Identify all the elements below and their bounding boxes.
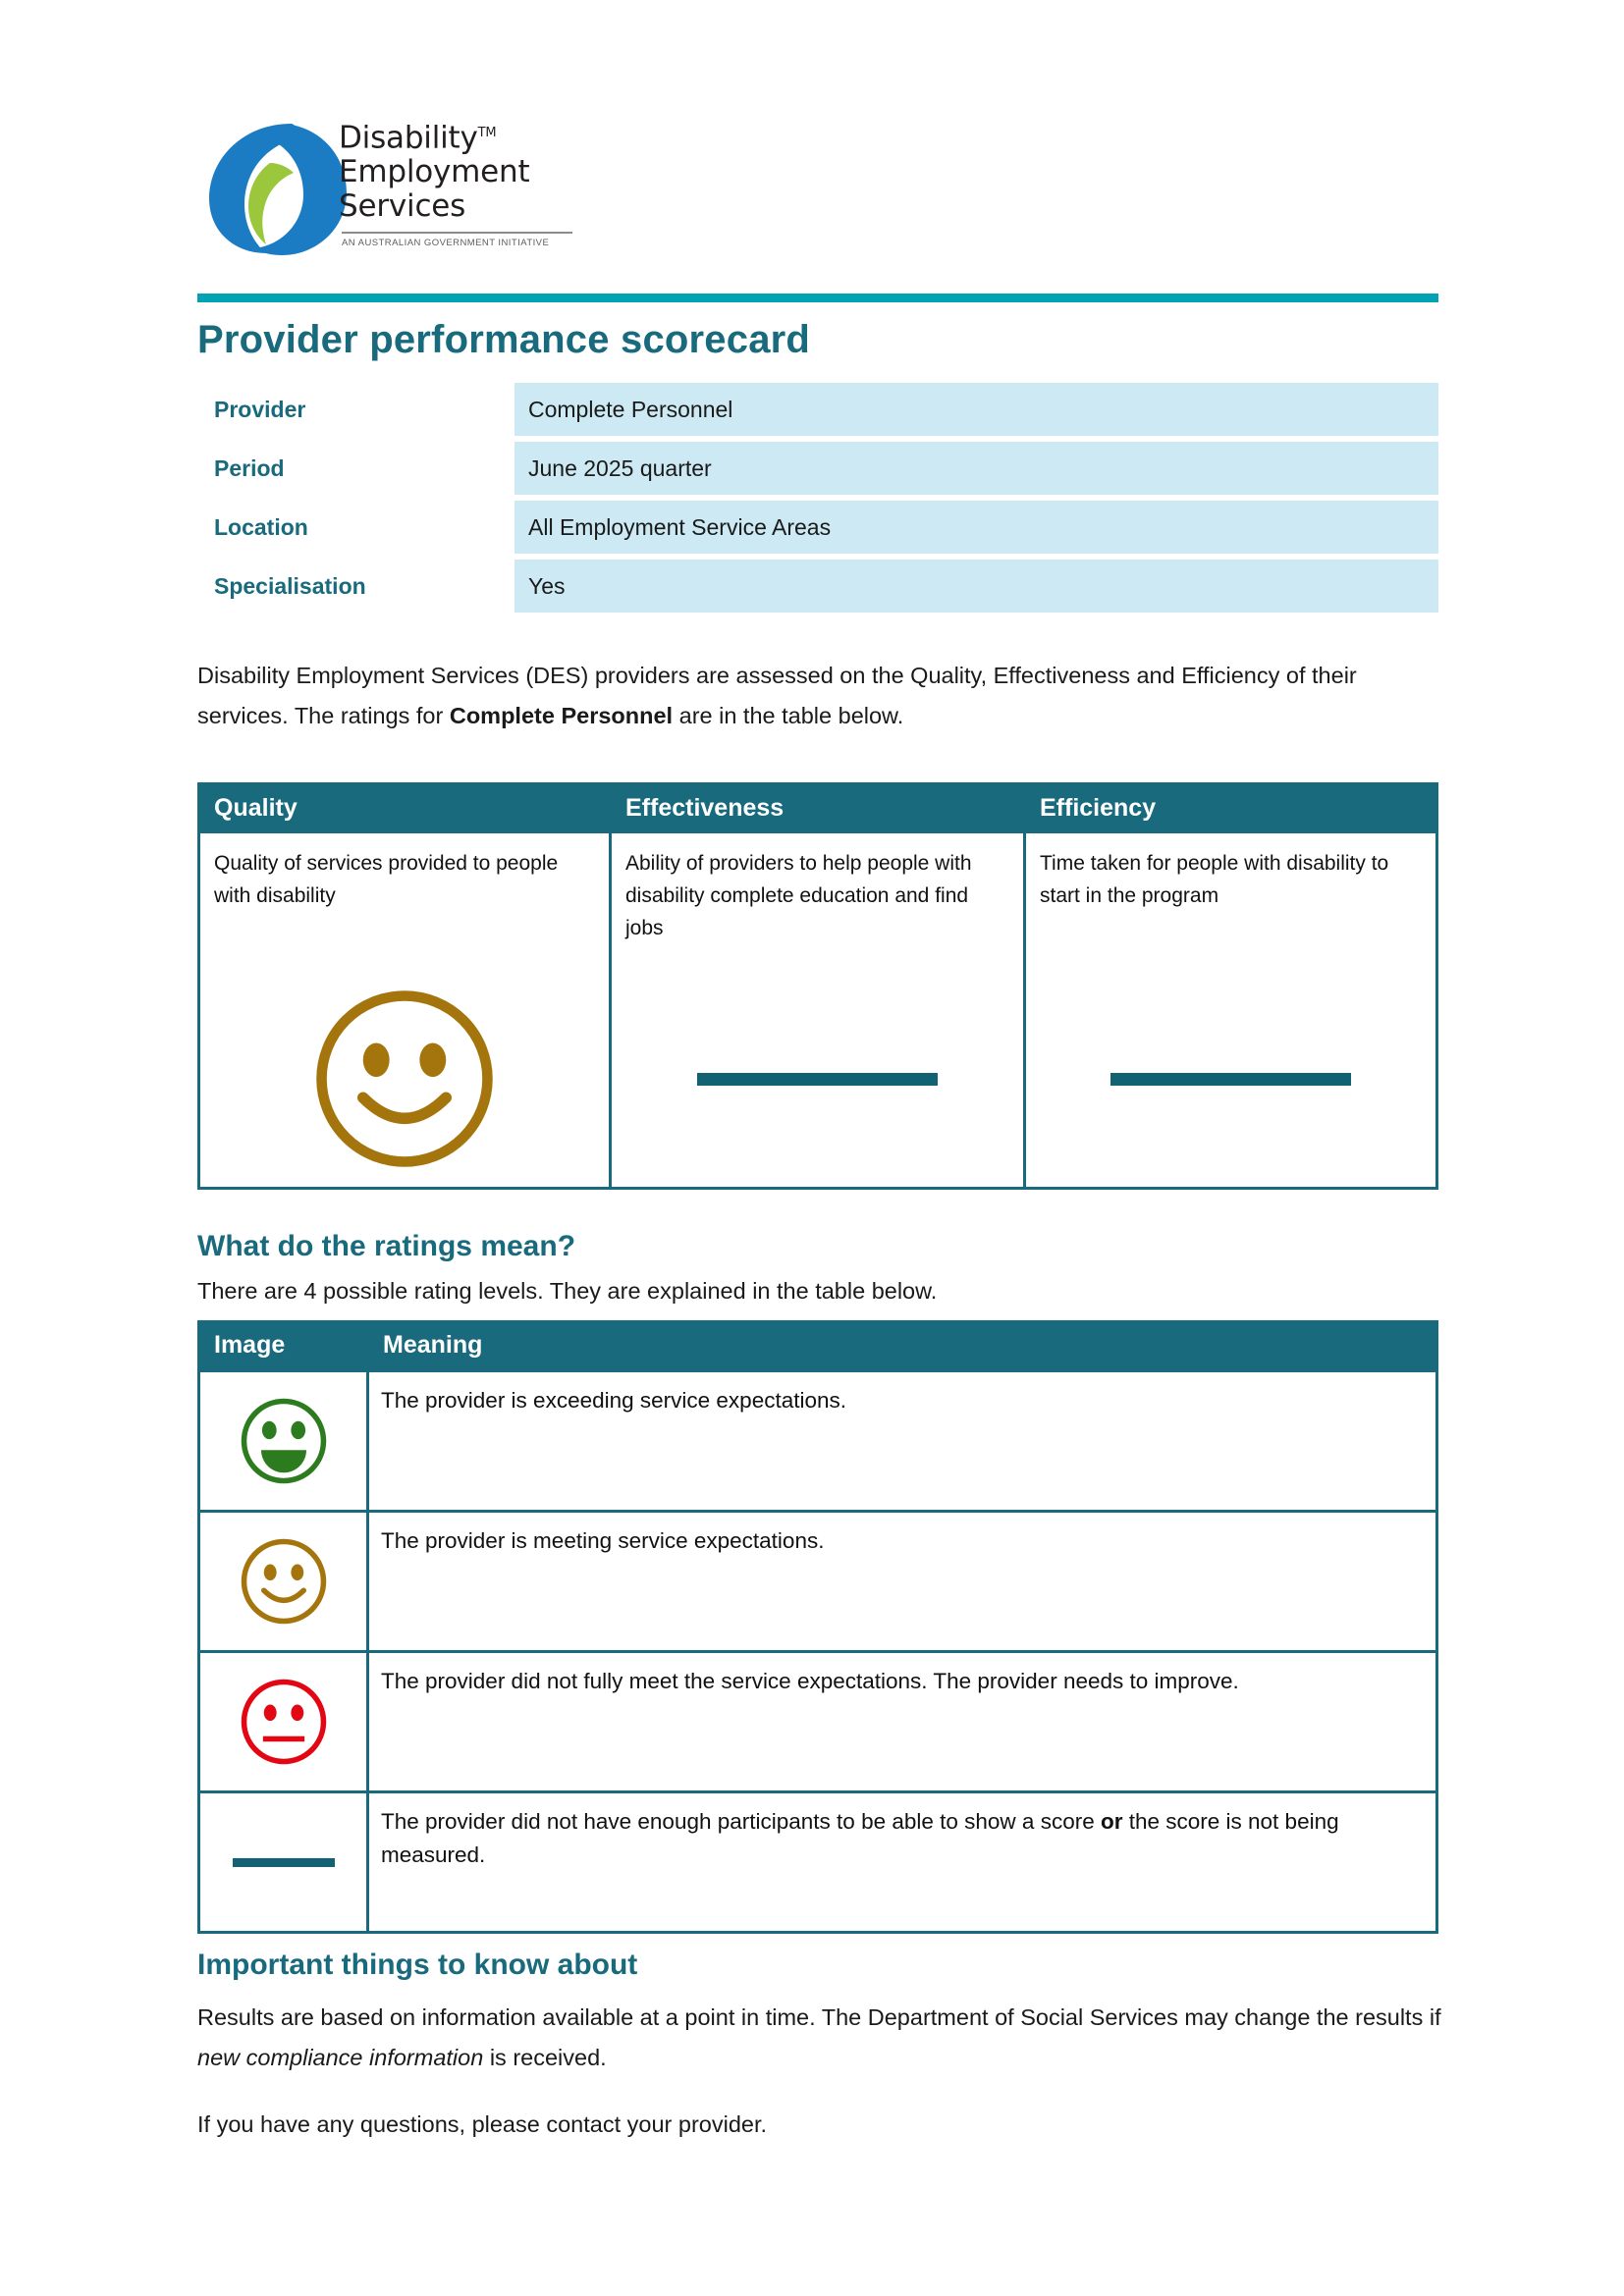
ratings-icon-quality-wrap [200, 981, 609, 1177]
smiley-face-meeting-icon [239, 1536, 329, 1627]
meaning-row-exceeding [200, 1369, 1435, 1510]
meaning-text-exceeding: The provider is exceeding service expectations. [381, 1388, 846, 1413]
logo-line-2: Employment [339, 154, 530, 190]
meaning-image-exceeding [200, 1372, 369, 1510]
smiley-face-exceeding-icon [239, 1396, 329, 1486]
ratings-description-effectiveness: Ability of providers to help people with disability complete education and find jobs [625, 852, 972, 939]
ratings-icon-effectiveness-wrap [612, 981, 1023, 1177]
logo-line-3: Services [339, 188, 466, 225]
logo-tagline: AN AUSTRALIAN GOVERNMENT INITIATIVE [342, 238, 550, 248]
meaning-row-needs-improvement [200, 1650, 1435, 1790]
meaning-text-meeting: The provider is meeting service expectations. [381, 1528, 825, 1553]
des-logo-wordmark [339, 116, 596, 224]
meaning-table-header [200, 1323, 1435, 1369]
info-label-specialisation: Specialisation [214, 572, 366, 599]
intro-provider-name: Complete Personnel [449, 703, 674, 728]
info-label-location: Location [214, 513, 308, 540]
info-value-location: All Employment Service Areas [514, 501, 1438, 554]
info-label-provider: Provider [214, 396, 306, 422]
ratings-meaning-heading: What do the ratings mean? [197, 1230, 576, 1262]
logo-line-1: Disability™ [339, 120, 497, 156]
ratings-header-quality: Quality [214, 794, 298, 822]
ratings-table-header [200, 785, 1435, 833]
important-info-heading: Important things to know about [197, 1949, 638, 1981]
meaning-header-meaning: Meaning [383, 1331, 483, 1359]
ratings-header-efficiency: Efficiency [1040, 794, 1157, 822]
dash-no-score-icon [233, 1858, 335, 1867]
dash-no-score-icon [1110, 1073, 1351, 1086]
intro-paragraph [197, 656, 1446, 736]
info-row-location [197, 501, 1438, 554]
meaning-text-no-score-1: The provider did not have enough participants to be able to show a score [381, 1809, 1101, 1834]
provider-info-table [197, 383, 1438, 618]
des-logo [201, 106, 594, 288]
ratings-table [197, 782, 1438, 1190]
ratings-cell-quality [200, 833, 612, 1187]
ratings-cell-effectiveness [612, 833, 1026, 1187]
footer-text-italic: new compliance information [197, 2045, 484, 2070]
intro-text-2: are in the table below. [673, 703, 904, 728]
meaning-header-image: Image [214, 1331, 286, 1359]
trademark-symbol: TM [477, 126, 497, 140]
info-row-period [197, 442, 1438, 495]
footer-text-2: is received. [483, 2045, 607, 2070]
meaning-text-no-score-or: or [1100, 1809, 1123, 1834]
logo-divider [342, 232, 572, 234]
meaning-image-no-score [200, 1793, 369, 1931]
dash-no-score-icon [697, 1073, 938, 1086]
meaning-image-meeting [200, 1513, 369, 1650]
neutral-face-needs-improvement-icon [239, 1677, 329, 1767]
meaning-row-no-score [200, 1790, 1435, 1931]
ratings-description-efficiency: Time taken for people with disability to start in the program [1040, 852, 1389, 907]
ratings-cell-efficiency [1026, 833, 1435, 1187]
ratings-meaning-subtitle: There are 4 possible rating levels. They are explained in the table below. [197, 1278, 938, 1304]
meaning-row-meeting [200, 1510, 1435, 1650]
info-value-specialisation: Yes [514, 560, 1438, 613]
page-title: Provider performance scorecard [197, 318, 811, 361]
ratings-icon-efficiency-wrap [1026, 981, 1435, 1177]
footer-text-1: Results are based on information available at a point in time. The Department of Social Services may change the results if [197, 2004, 1441, 2030]
meaning-text-no-score [369, 1793, 1435, 1931]
ratings-description-quality: Quality of services provided to people with disability [214, 852, 559, 907]
important-info-paragraph-1 [197, 1998, 1446, 2078]
header-accent-rule [197, 294, 1438, 302]
info-value-period: June 2025 quarter [514, 442, 1438, 495]
meaning-text-no-score-2: the score is not being measured. [381, 1809, 1339, 1867]
info-row-specialisation [197, 560, 1438, 613]
smiley-face-meeting-icon [310, 985, 499, 1173]
ratings-header-effectiveness: Effectiveness [625, 794, 785, 822]
ratings-table-body [200, 833, 1435, 1187]
des-logo-mark-icon [201, 112, 349, 259]
info-value-provider: Complete Personnel [514, 383, 1438, 436]
info-label-period: Period [214, 454, 285, 481]
meaning-image-needs-improvement [200, 1653, 369, 1790]
important-info-paragraph-2: If you have any questions, please contact your provider. [197, 2111, 768, 2137]
info-row-provider [197, 383, 1438, 436]
intro-text-1: Disability Employment Services (DES) providers are assessed on the Quality, Effectiveness and Efficiency of their services. The ratings for [197, 663, 1357, 728]
ratings-meaning-table [197, 1320, 1438, 1934]
meaning-text-needs-improvement: The provider did not fully meet the service expectations. The provider needs to improve. [381, 1669, 1239, 1693]
